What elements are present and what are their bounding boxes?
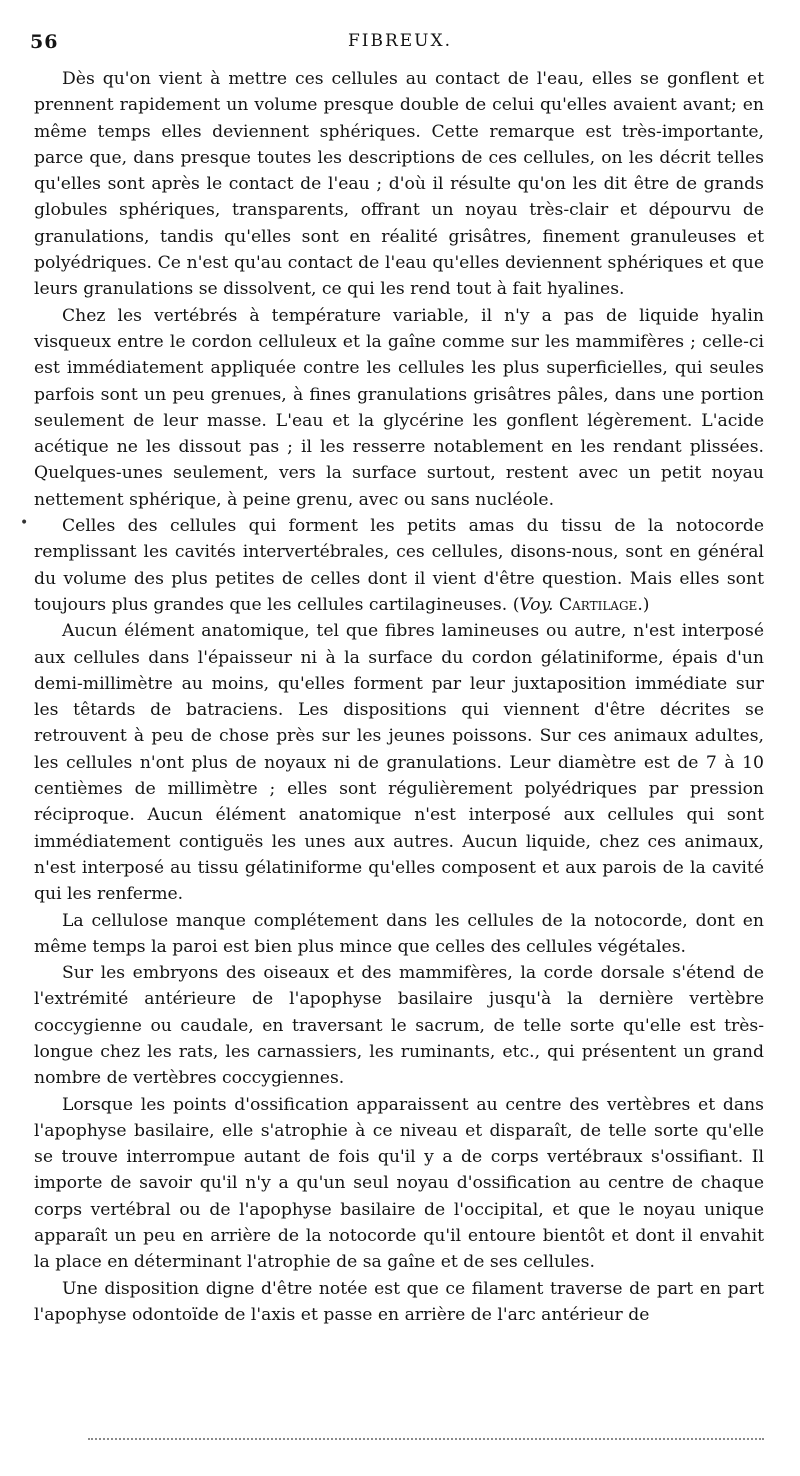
cross-ref-open: ( (512, 594, 520, 615)
footer-dotted-rule (88, 1438, 764, 1440)
cross-ref-voy: Voy. (519, 594, 554, 615)
cross-ref-close: .) (637, 594, 650, 615)
paragraph-7: Lorsque les points d'ossification apparaissent au centre des vertèbres et dans l'apophyse basilaire, elle s'atrophie à ce niveau et disparaît, de telle sorte qu'elle se trouve interrompue autant de fois qu'il y a de corps vertébraux s'ossifiant. Il importe de savoir qu'il n'y a qu'un seul noyau d'ossification au centre de chaque corps vertébral ou de l'apophyse basilaire de l'occipital, et que le noyau unique apparaît un peu en arrière de la notocorde qu'il entoure bientôt et dont il envahit la place en déterminant l'atrophie de sa gaîne et de ses cellules. (34, 1094, 764, 1273)
paragraph-5: La cellulose manque complétement dans les cellules de la notocorde, dont en même temps la paroi est bien plus mince que celles des cellules végétales. (34, 910, 764, 957)
page-number: 56 (30, 31, 59, 53)
cross-ref-term: Cartilage (558, 594, 638, 615)
margin-mark: • (20, 515, 29, 531)
paragraph-8: Une disposition digne d'être notée est que ce filament traverse de part en part l'apophyse odontoïde de l'axis et passe en arrière de l'arc antérieur de (34, 1278, 764, 1325)
paragraph-1: Dès qu'on vient à mettre ces cellules au contact de l'eau, elles se gonflent et prennent rapidement un volume presque double de celui qu'elles avaient avant; en même temps elles deviennent sphériques. Cette remarque est très-importante, parce que, dans presque toutes les descriptions de ces cellules, on les décrit telles qu'elles sont après le contact de l'eau ; d'où il résulte qu'on les dit être de grands globules sphériques, transparents, offrant un noyau très-clair et dépourvu de granulations, tandis qu'elles sont en réalité grisâtres, finement granuleuses et polyédriques. Ce n'est qu'au contact de l'eau qu'elles deviennent sphériques et que leurs granulations se dissolvent, ce qui les rend tout à fait hyalines. (34, 69, 764, 300)
running-title: FIBREUX. (347, 31, 453, 51)
paragraph-3-text: Celles des cellules qui forment les petits amas du tissu de la notocorde remplissant les cavités intervertébrales, ces cellules, disons-nous, sont en général du volume des plus petites de celles dont il vient d'être question. Mais elles sont toujours plus grandes que les cellules cartilagineuses. (34, 516, 764, 615)
running-head (30, 31, 770, 55)
paragraph-6: Sur les embryons des oiseaux et des mammifères, la corde dorsale s'étend de l'extrémité antérieure de l'apophyse basilaire jusqu'à la dernière vertèbre coccygienne ou caudale, en traversant le sacrum, de telle sorte qu'elle est très-longue chez les rats, les carnassiers, les ruminants, etc., qui présentent un grand nombre de vertèbres coccygiennes. (34, 963, 764, 1089)
paragraph-2: Chez les vertébrés à température variable, il n'y a pas de liquide hyalin visqueux entre le cordon celluleux et la gaîne comme sur les mammifères ; celle-ci est immédiatement appliquée contre les cellules les plus superficielles, qui seules parfois sont un peu grenues, à fines granulations grisâtres pâles, dans une portion seulement de leur masse. L'eau et la glycérine les gonflent légèrement. L'acide acétique ne les dissout pas ; il les resserre notablement en les rendant plissées. Quelques-unes seulement, vers la surface surtout, restent avec un petit noyau nettement sphérique, à peine grenu, avec ou sans nucléole. (34, 305, 764, 510)
body-text (34, 66, 764, 1328)
paragraph-3 (34, 513, 764, 618)
paragraph-4: Aucun élément anatomique, tel que fibres lamineuses ou autre, n'est interposé aux cellules dans l'épaisseur ni à la surface du cordon gélatiniforme, épais d'un demi-millimètre au moins, qu'elles forment par leur juxtaposition immédiate sur les têtards de batraciens. Les dispositions qui viennent d'être décrites se retrouvent à peu de chose près sur les jeunes poissons. Sur ces animaux adultes, les cellules n'ont plus de noyaux ni de granulations. Leur diamètre est de 7 à 10 centièmes de millimètre ; elles sont régulièrement polyédriques par pression réciproque. Aucun élément anatomique n'est interposé aux cellules qui sont immédiatement contiguës les unes aux autres. Aucun liquide, chez ces animaux, n'est interposé au tissu gélatiniforme qu'elles composent et aux parois de la cavité qui les renferme. (34, 621, 764, 905)
